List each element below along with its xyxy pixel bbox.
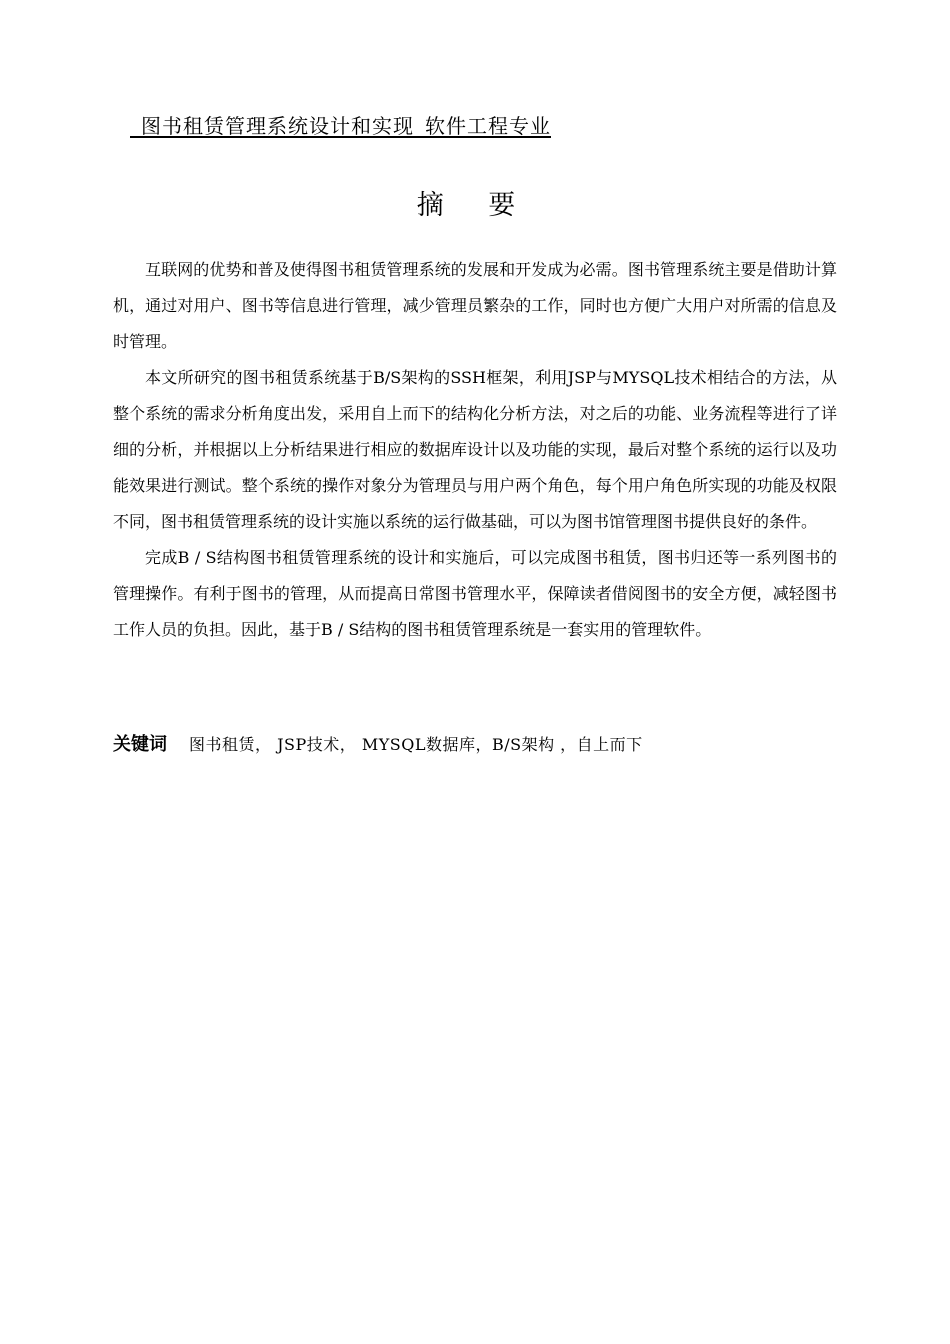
abstract-paragraph-1: 互联网的优势和普及使得图书租赁管理系统的发展和开发成为必需。图书管理系统主要是借助计算机，通过对用户、图书等信息进行管理，减少管理员繁杂的工作，同时也方便广大用户对所需的信息及时管理。: [113, 260, 837, 351]
header-major: 软件工程专业: [425, 114, 551, 138]
header-prefix: _: [130, 114, 141, 138]
abstract-paragraph-2: 本文所研究的图书租赁系统基于B/S架构的SSH框架，利用JSP与MYSQL技术相结合的方法，从整个系统的需求分析角度出发，采用自上而下的结构化分析方法，对之后的功能、业务流程等进行了详细的分析，并根据以上分析结果进行相应的数据库设计以及功能的实现，最后对整个系统的运行以及功能效果进行测试。整个系统的操作对象分为管理员与用户两个角色，每个用户角色所实现的功能及权限不同，图书租赁管理系统的设计实施以系统的运行做基础，可以为图书馆管理图书提供良好的条件。: [113, 368, 837, 531]
header-thesis-title: 图书租赁管理系统设计和实现: [141, 114, 414, 138]
header-separator: _: [414, 114, 425, 138]
keywords-line: [113, 728, 837, 762]
running-header: [130, 112, 620, 140]
abstract-title: 摘 要: [416, 190, 534, 221]
keywords-label: 关键词: [113, 734, 167, 755]
abstract-paragraph-3: 完成B / S结构图书租赁管理系统的设计和实施后，可以完成图书租赁，图书归还等一系列图书的管理操作。有利于图书的管理，从而提高日常图书管理水平，保障读者借阅图书的安全方便，减轻图书工作人员的负担。因此，基于B / S结构的图书租赁管理系统是一套实用的管理软件。: [113, 548, 837, 639]
abstract-body: [113, 252, 837, 648]
keywords-value: 图书租赁， JSP技术， MYSQL数据库，B/S架构 ，自上而下: [189, 735, 643, 754]
